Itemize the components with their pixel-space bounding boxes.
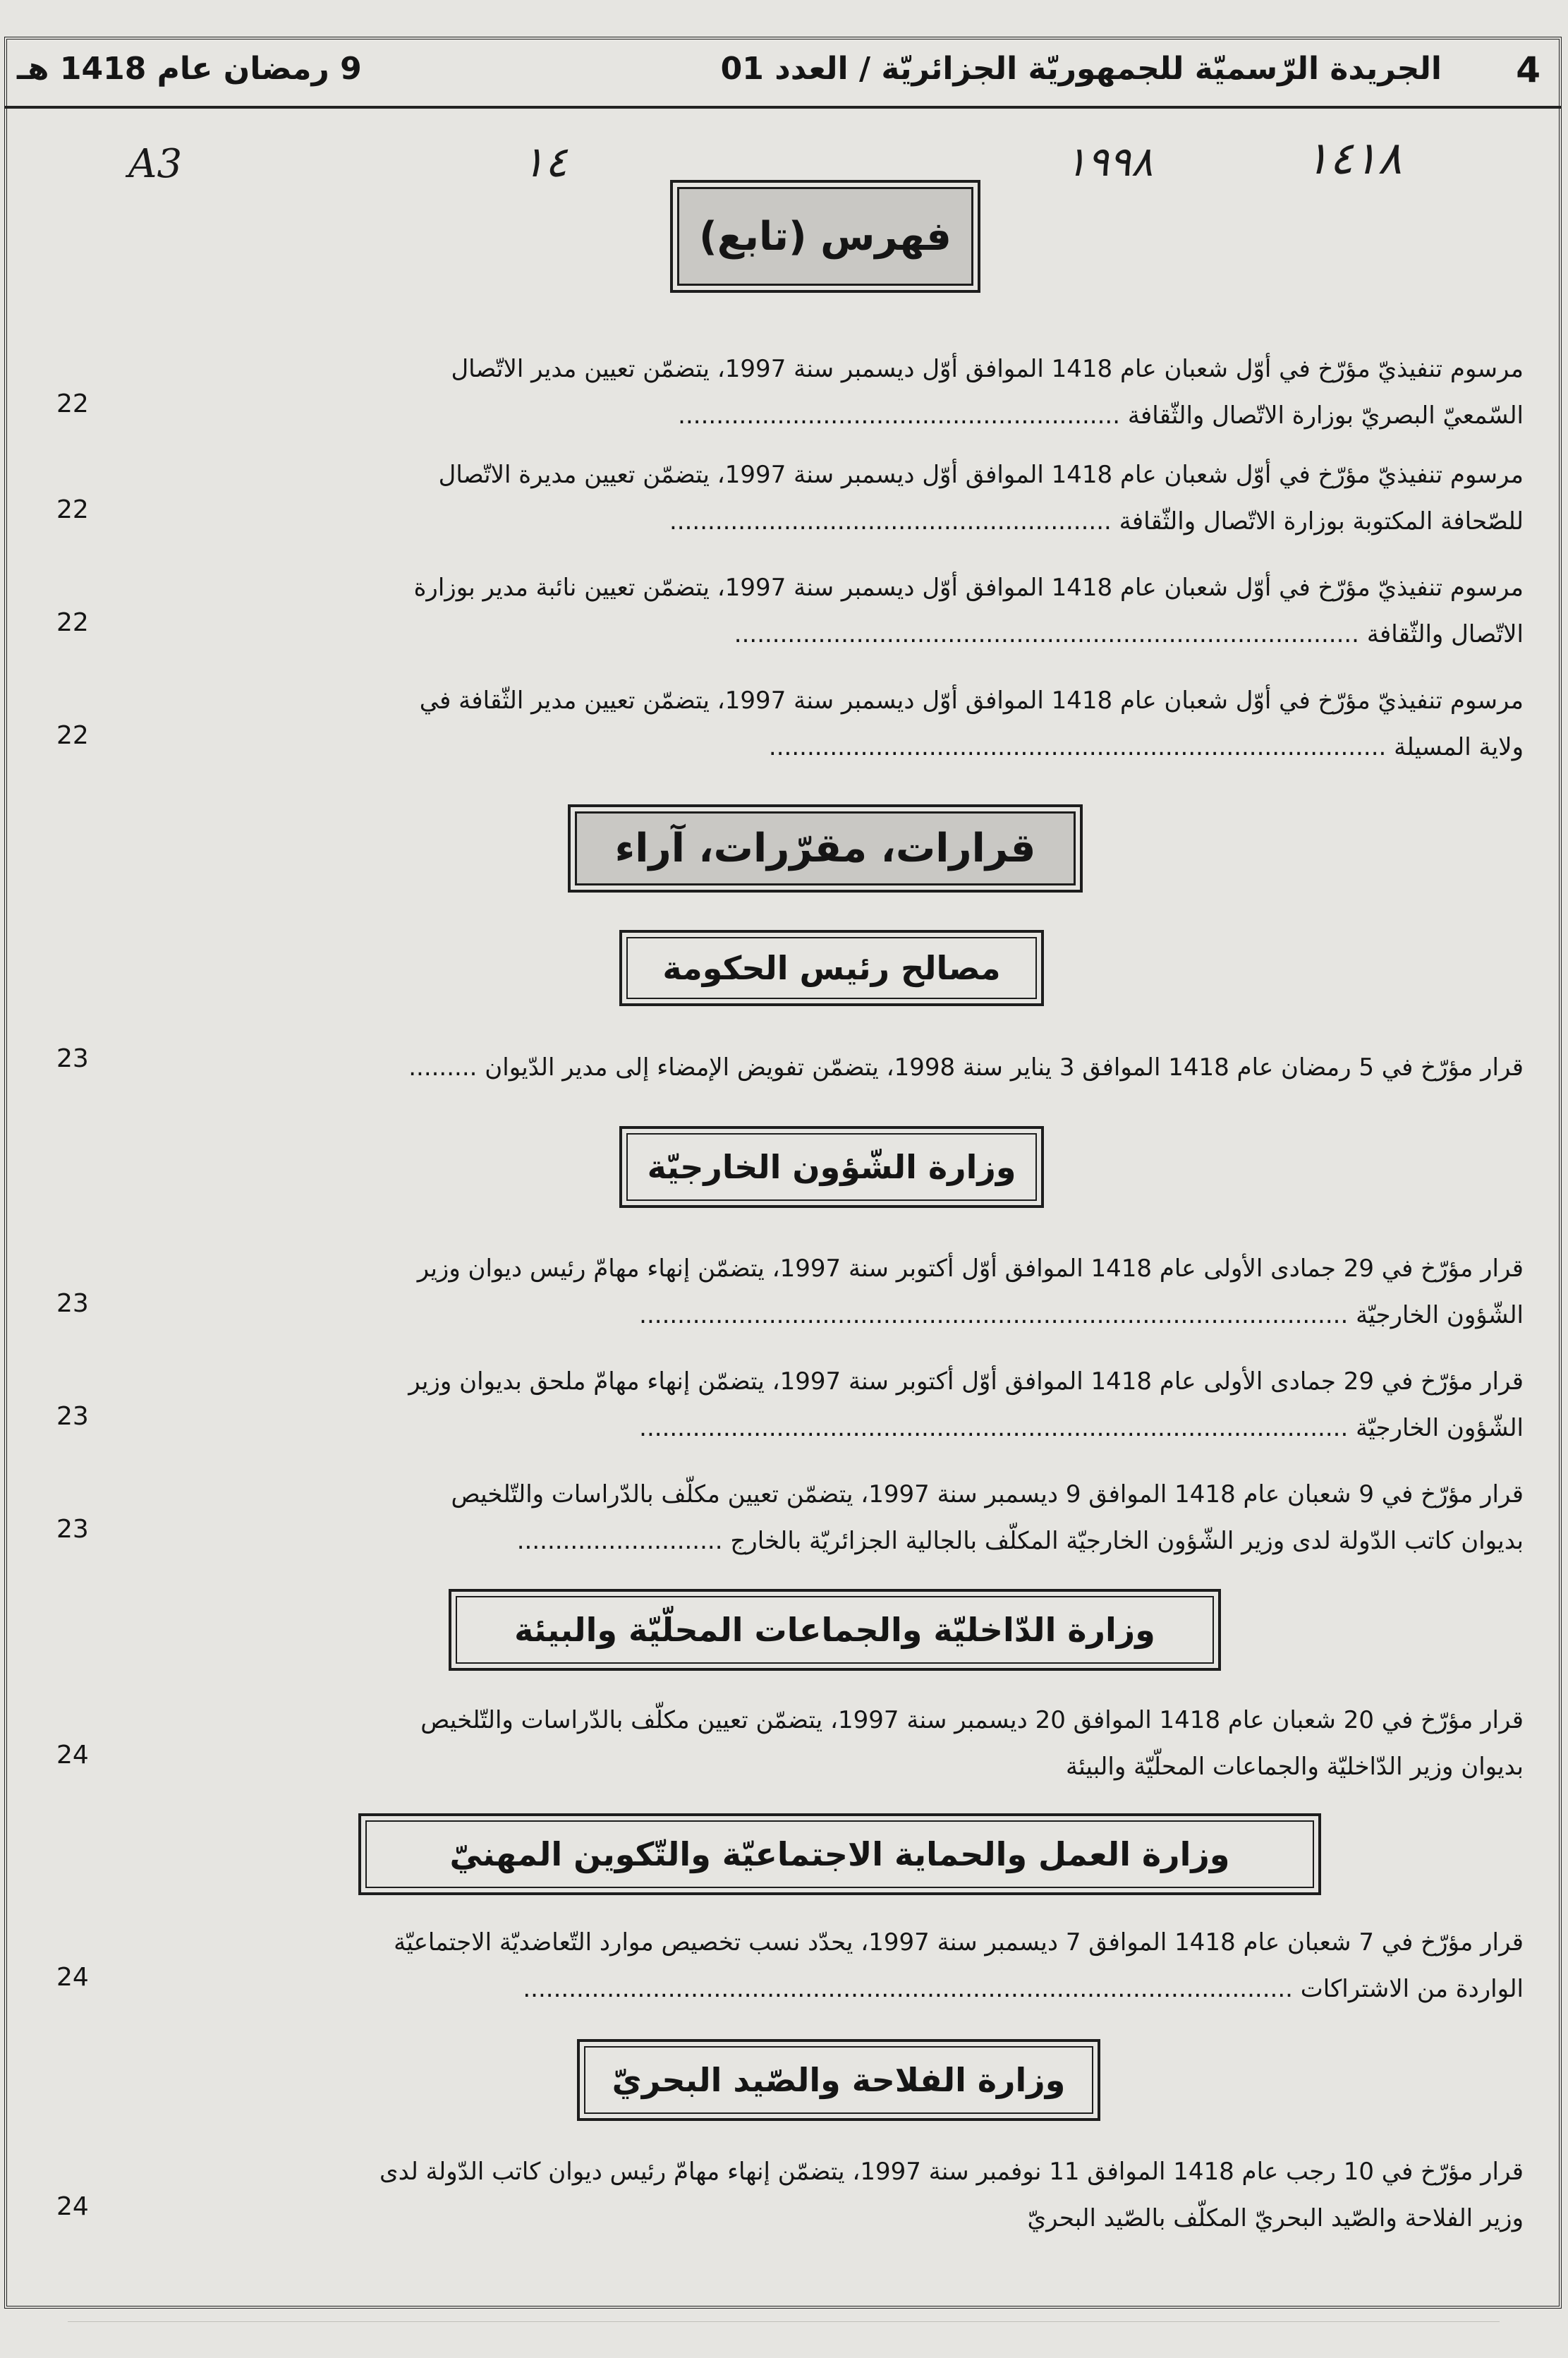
entry-page: 24 — [56, 1741, 89, 1770]
entry-line2: الاتّصال والثّقافة — [1366, 620, 1524, 648]
entry-page: 22 — [56, 608, 89, 637]
index-entry[interactable]: قرار مؤرّخ في 5 رمضان عام 1418 الموافق 3 يناير سنة 1998، يتضمّن تفويض الإمضاء إلى مدير الدّيوان ......... 23 — [56, 1044, 1524, 1082]
entry-line1: قرار مؤرّخ في 10 رجب عام 1418 الموافق 11 نوفمبر سنة 1997، يتضمّن إنهاء مهامّ رئيس ديوان كاتب الدّولة لدى — [379, 2158, 1524, 2186]
ministry-heading: وزارة الفلاحة والصّيد البحريّ — [577, 2039, 1100, 2121]
entry-line1: مرسوم تنفيذيّ مؤرّخ في أوّل شعبان عام 1418 الموافق أوّل ديسمبر سنة 1997، يتضمّن تعيين مديرة الاتّصال — [438, 461, 1524, 489]
index-entry[interactable]: قرار مؤرّخ في 9 شعبان عام 1418 الموافق 9 ديسمبر سنة 1997، يتضمّن تعيين مكلّف بالدّراسات والتّلخيص بديوان كاتب الدّولة لدى وزير الشّؤون الخارجيّة المكلّف بالجالية الجزائريّة بالخارج ........................... 23 — [56, 1480, 1524, 1555]
entry-page: 23 — [56, 1402, 89, 1431]
entry-line2: السّمعيّ البصريّ بوزارة الاتّصال والثّقافة — [1127, 401, 1524, 430]
entry-line1: مرسوم تنفيذيّ مؤرّخ في أوّل شعبان عام 1418 الموافق أوّل ديسمبر سنة 1997، يتضمّن تعيين مدير الاتّصال — [451, 355, 1524, 383]
entry-page: 23 — [56, 1289, 89, 1318]
handwritten-year-gregorian: ١٩٩٨ — [1065, 138, 1153, 186]
ministry-heading: وزارة الدّاخليّة والجماعات المحلّيّة والبيئة — [449, 1589, 1221, 1671]
hijri-date: 9 رمضان عام 1418 هـ — [17, 51, 362, 87]
entry-line1: مرسوم تنفيذيّ مؤرّخ في أوّل شعبان عام 1418 الموافق أوّل ديسمبر سنة 1997، يتضمّن تعيين مدير الثّقافة في — [419, 687, 1524, 715]
page-number: 4 — [1516, 49, 1540, 90]
entry-line1: قرار مؤرّخ في 29 جمادى الأولى عام 1418 الموافق أوّل أكتوبر سنة 1997، يتضمّن إنهاء مهامّ رئيس ديوان وزير — [417, 1254, 1524, 1283]
handwritten-year-hijri: ١٤١٨ — [1305, 133, 1402, 185]
entry-page: 22 — [56, 495, 89, 524]
entry-line1: قرار مؤرّخ في 9 شعبان عام 1418 الموافق 9 ديسمبر سنة 1997، يتضمّن تعيين مكلّف بالدّراسات والتّلخيص — [451, 1480, 1524, 1508]
ministry-heading: وزارة الشّؤون الخارجيّة — [619, 1126, 1044, 1208]
index-entry[interactable]: مرسوم تنفيذيّ مؤرّخ في أوّل شعبان عام 1418 الموافق أوّل ديسمبر سنة 1997، يتضمّن تعيين مدير الثّقافة في ولاية المسيلة ................................................................................. 22 — [56, 687, 1524, 761]
index-entry[interactable] — [49, 1697, 1531, 1796]
entry-page: 22 — [56, 721, 89, 750]
entry-line1: قرار مؤرّخ في 7 شعبان عام 1418 الموافق 7 ديسمبر سنة 1997، يحدّد نسب تخصيص موارد التّعاضديّة الاجتماعيّة — [394, 1928, 1524, 1957]
entry-line2: الواردة من الاشتراكات — [1300, 1975, 1524, 2003]
entry-line2: للصّحافة المكتوبة بوزارة الاتّصال والثّقافة — [1119, 507, 1524, 536]
entry-line2: بديوان كاتب الدّولة لدى وزير الشّؤون الخارجيّة المكلّف بالجالية الجزائريّة بالخارج — [730, 1527, 1524, 1555]
index-entry[interactable]: قرار مؤرّخ في 7 شعبان عام 1418 الموافق 7 ديسمبر سنة 1997، يحدّد نسب تخصيص موارد التّعاضديّة الاجتماعيّة الواردة من الاشتراكات ..................................................................................................... 24 — [56, 1928, 1524, 2003]
entry-page: 23 — [56, 1515, 89, 1544]
page-header — [4, 37, 1562, 109]
entry-page: 23 — [56, 1044, 89, 1073]
entry-line2: الشّؤون الخارجيّة — [1356, 1414, 1524, 1442]
paper-crease — [68, 2321, 1500, 2322]
decisions-title: قرارات، مقرّرات، آراء — [568, 804, 1083, 893]
entry-line2: وزير الفلاحة والصّيد البحريّ المكلّف بالصّيد البحريّ — [1027, 2204, 1524, 2232]
entry-line1: مرسوم تنفيذيّ مؤرّخ في أوّل شعبان عام 1418 الموافق أوّل ديسمبر سنة 1997، يتضمّن تعيين نائبة مدير بوزارة — [413, 574, 1524, 602]
entry-line1: قرار مؤرّخ في 20 شعبان عام 1418 الموافق 20 ديسمبر سنة 1997، يتضمّن تعيين مكلّف بالدّراسات والتّلخيص — [420, 1706, 1524, 1734]
entry-line2: الشّؤون الخارجيّة — [1356, 1301, 1524, 1329]
index-entry[interactable]: مرسوم تنفيذيّ مؤرّخ في أوّل شعبان عام 1418 الموافق أوّل ديسمبر سنة 1997، يتضمّن تعيين مديرة الاتّصال للصّحافة المكتوبة بوزارة الاتّصال والثّقافة .......................................................... 22 — [56, 461, 1524, 536]
entry-line2: ولاية المسيلة — [1394, 733, 1524, 761]
entry-line1: قرار مؤرّخ في 5 رمضان عام 1418 الموافق 3 يناير سنة 1998، يتضمّن تفويض الإمضاء إلى مدير الدّيوان — [485, 1053, 1524, 1082]
index-entry[interactable]: مرسوم تنفيذيّ مؤرّخ في أوّل شعبان عام 1418 الموافق أوّل ديسمبر سنة 1997، يتضمّن تعيين مدير الاتّصال السّمعيّ البصريّ بوزارة الاتّصال والثّقافة .......................................................... 22 — [56, 355, 1524, 430]
entry-page: 24 — [56, 1963, 89, 1992]
index-title: فهرس (تابع) — [670, 180, 980, 293]
entry-line2: بديوان وزير الدّاخليّة والجماعات المحلّيّة والبيئة — [1066, 1753, 1524, 1781]
index-entry[interactable]: قرار مؤرّخ في 29 جمادى الأولى عام 1418 الموافق أوّل أكتوبر سنة 1997، يتضمّن إنهاء مهامّ رئيس ديوان وزير الشّؤون الخارجيّة ............................................................................................. 23 — [56, 1254, 1524, 1329]
index-entry[interactable]: مرسوم تنفيذيّ مؤرّخ في أوّل شعبان عام 1418 الموافق أوّل ديسمبر سنة 1997، يتضمّن تعيين نائبة مدير بوزارة الاتّصال والثّقافة .................................................................................. 22 — [56, 574, 1524, 648]
handwritten-number: ١٤ — [522, 138, 568, 187]
index-entry[interactable] — [49, 2148, 1531, 2247]
handwritten-ref: A3 — [128, 141, 183, 187]
entry-page: 24 — [56, 2192, 89, 2221]
index-entry[interactable]: قرار مؤرّخ في 29 جمادى الأولى عام 1418 الموافق أوّل أكتوبر سنة 1997، يتضمّن إنهاء مهامّ ملحق بديوان وزير الشّؤون الخارجيّة ............................................................................................. 23 — [56, 1367, 1524, 1442]
journal-title: الجريدة الرّسميّة للجمهوريّة الجزائريّة / العدد 01 — [720, 51, 1442, 87]
entry-page: 22 — [56, 389, 89, 418]
ministry-heading: وزارة العمل والحماية الاجتماعيّة والتّكوين المهنيّ — [358, 1813, 1321, 1895]
entry-line1: قرار مؤرّخ في 29 جمادى الأولى عام 1418 الموافق أوّل أكتوبر سنة 1997، يتضمّن إنهاء مهامّ ملحق بديوان وزير — [408, 1367, 1524, 1396]
ministry-heading: مصالح رئيس الحكومة — [619, 930, 1044, 1006]
